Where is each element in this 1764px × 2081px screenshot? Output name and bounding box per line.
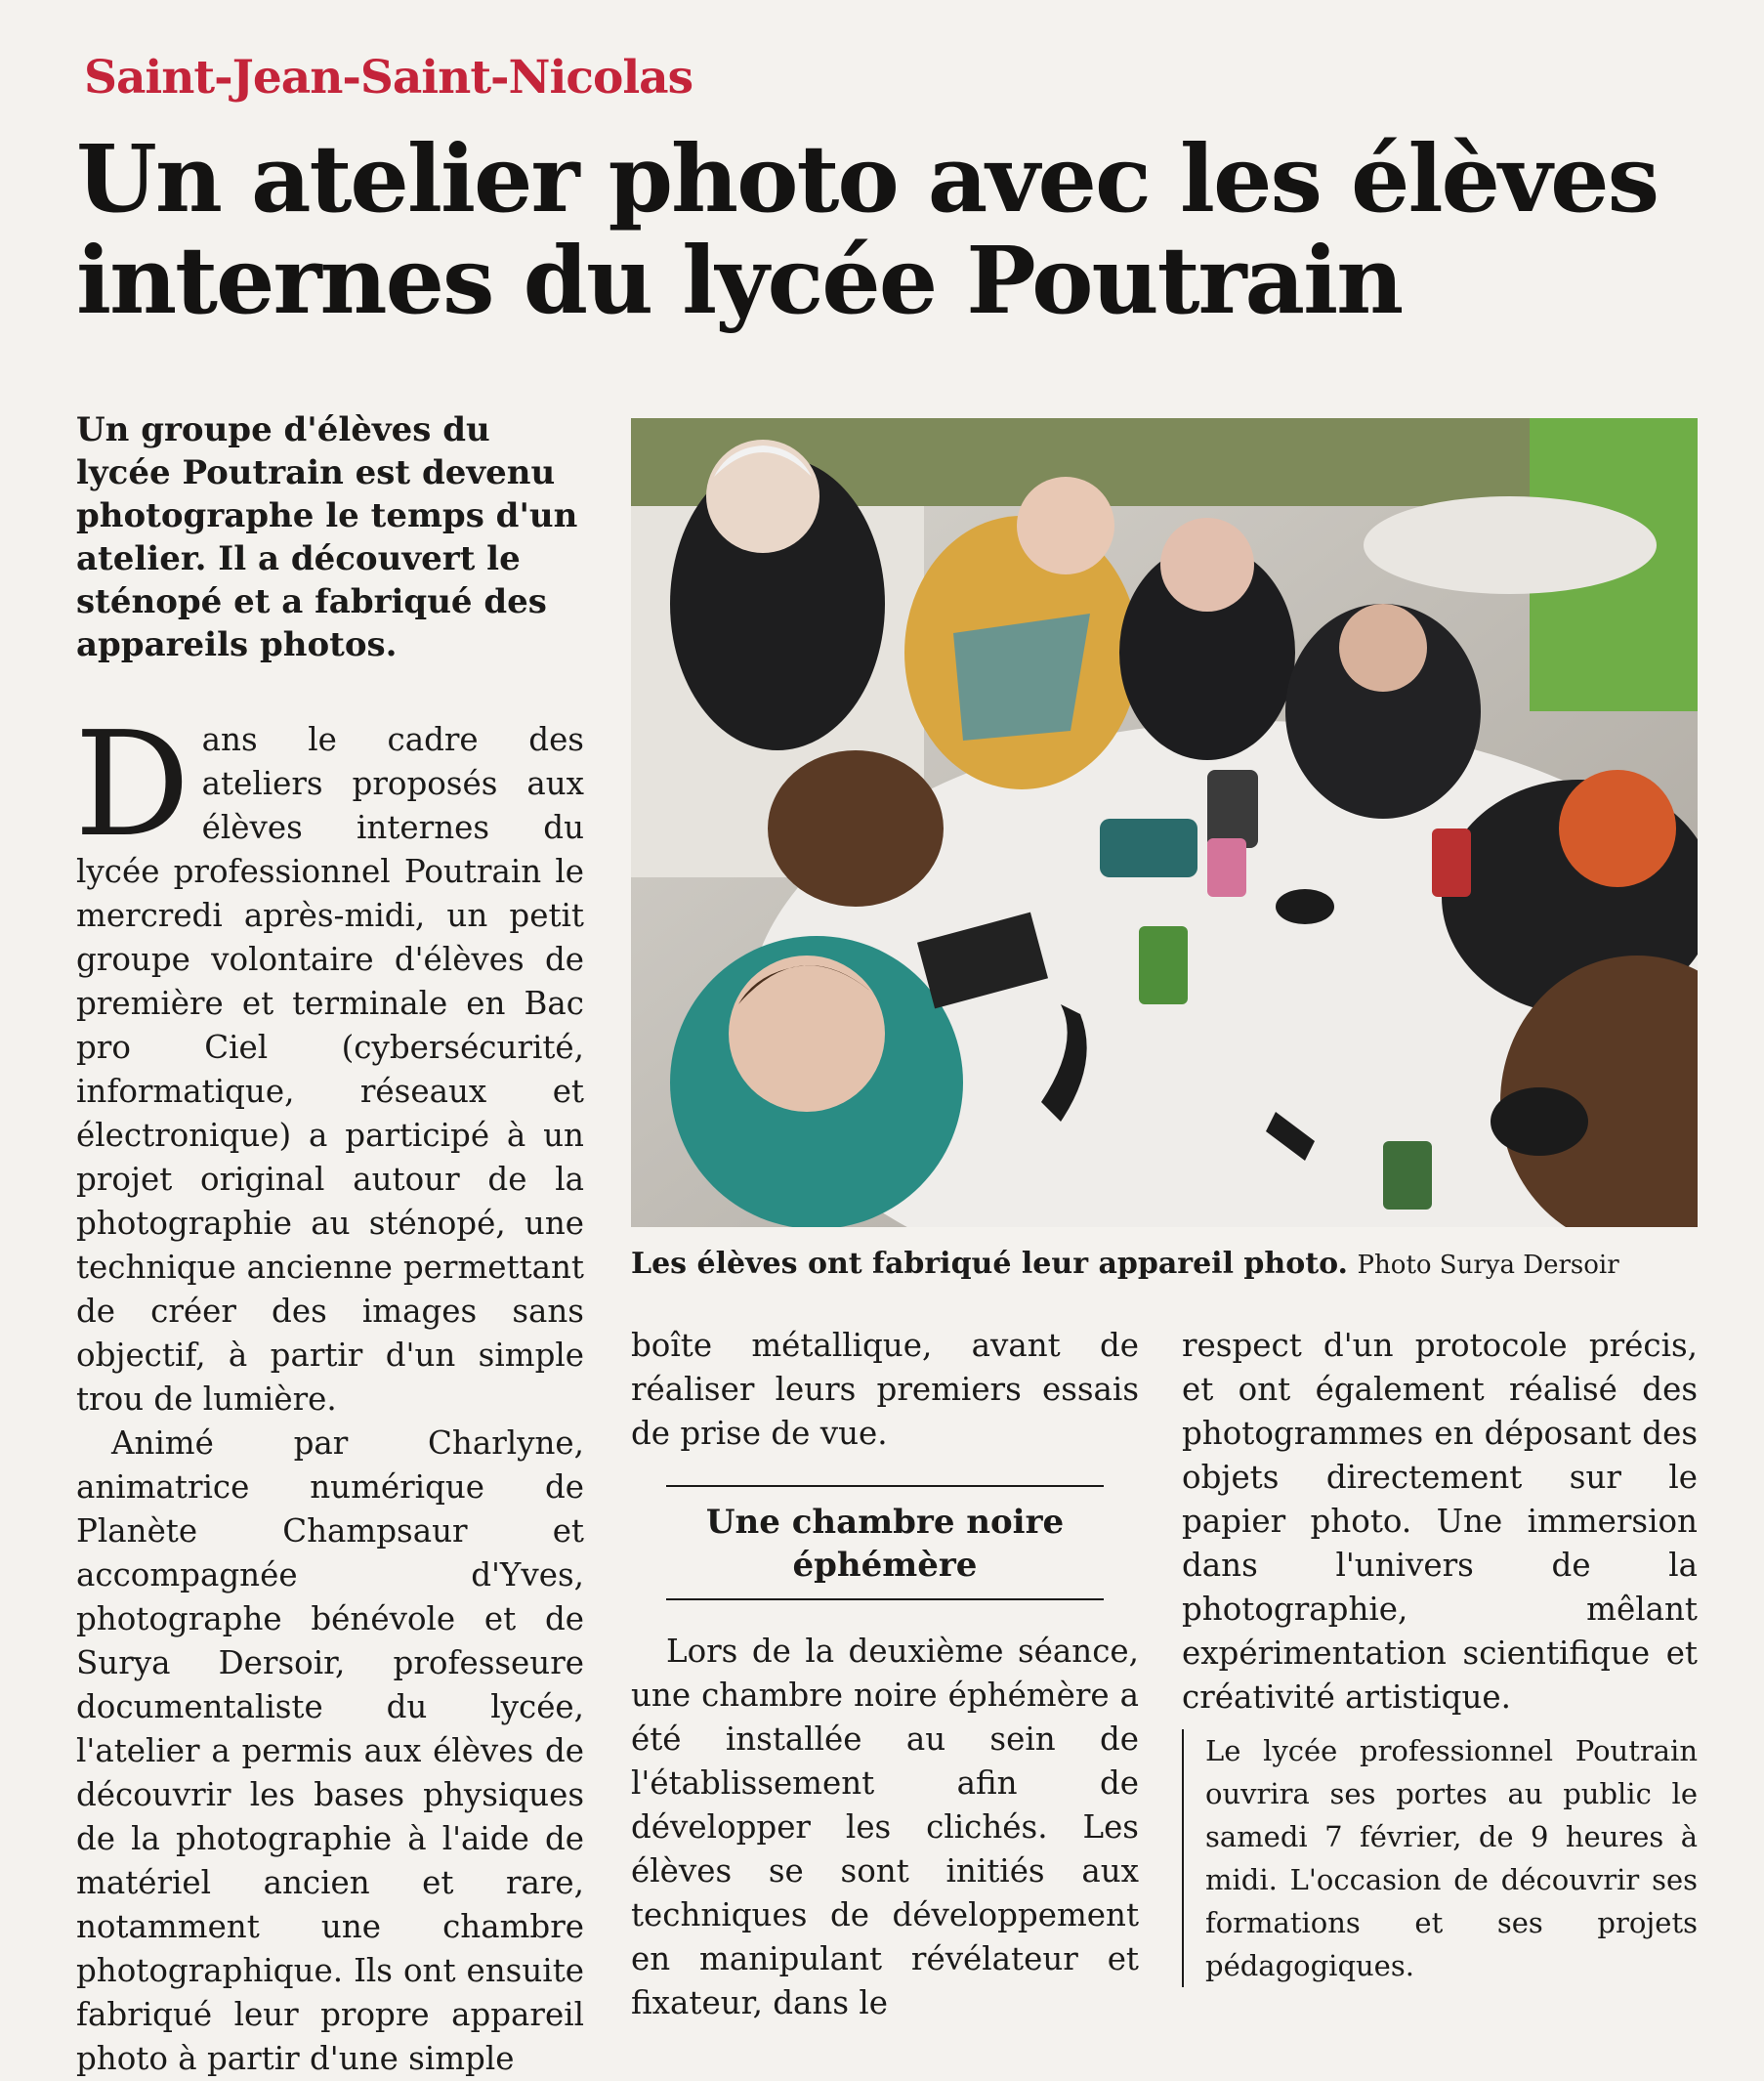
section-kicker: Saint-Jean-Saint-Nicolas <box>84 51 693 105</box>
classroom-photo-illustration <box>631 418 1698 1227</box>
headline: Un atelier photo avec les élèves internes du lycée Poutrain <box>76 125 1659 335</box>
article-column-2 <box>631 1324 1139 2025</box>
article-column-3 <box>1182 1324 1698 1987</box>
photo-credit: Photo Surya Dersoir <box>1357 1251 1619 1280</box>
paragraph-3-continued: respect d'un protocole précis, et ont également réalisé des photogrammes en déposant des objets directement sur le papier photo. Une immersion dans l'univers de la photographie, mêlant expérimentation scientifique et créativité artistique. <box>1182 1327 1698 1716</box>
paragraph-1: ans le cadre des ateliers proposés aux élèves internes du lycée professionnel Poutrain le mercredi après-midi, un petit groupe volontaire d'élèves de première et terminale en Bac pro Ciel (cybersécurité, informatique, réseaux et électronique) a participé à un projet original autour de la photographie au sténopé, une technique ancienne permettant de créer des images sans objectif, à partir d'un simple trou de lumière. <box>76 721 584 1418</box>
drop-cap: D <box>74 701 190 869</box>
paragraph-2: Animé par Charlyne, animatrice numérique de Planète Champsaur et accompagnée d'Yves, photographe bénévole et de Surya Dersoir, professeure documentaliste du lycée, l'atelier a permis aux élèves de découvrir les bases physiques de la photographie à l'aide de matériel ancien et rare, notamment une chambre photographique. Ils ont ensuite fabriqué leur propre appareil photo à partir d'une simple <box>76 1424 584 2077</box>
subhead: Une chambre noire éphémère <box>705 1503 1065 1585</box>
paragraph-3: Lors de la deuxième séance, une chambre noire éphémère a été installée au sein de l'établissement afin de développer les clichés. Les élèves se sont initiés aux techniques de développement en manipulant révélateur et fixateur, dans le <box>631 1633 1139 2021</box>
article-column-1 <box>74 701 584 2081</box>
paragraph-2-continued: boîte métallique, avant de réaliser leurs premiers essais de prise de vue. <box>631 1327 1139 1452</box>
lead-paragraph: Un groupe d'élèves du lycée Poutrain est devenu photographe le temps d'un atelier. Il a découvert le sténopé et a fabriqué des appareils photos. <box>76 410 578 664</box>
photo-caption <box>631 1247 1705 1281</box>
caption-text: Les élèves ont fabriqué leur appareil photo. <box>631 1247 1348 1281</box>
info-box: Le lycée professionnel Poutrain ouvrira ses portes au public le samedi 7 février, de 9 heures à midi. L'occasion de découvrir ses formations et ses projets pédagogiques. <box>1182 1729 1698 1987</box>
article-photo <box>631 418 1698 1227</box>
subhead-box <box>666 1485 1104 1600</box>
